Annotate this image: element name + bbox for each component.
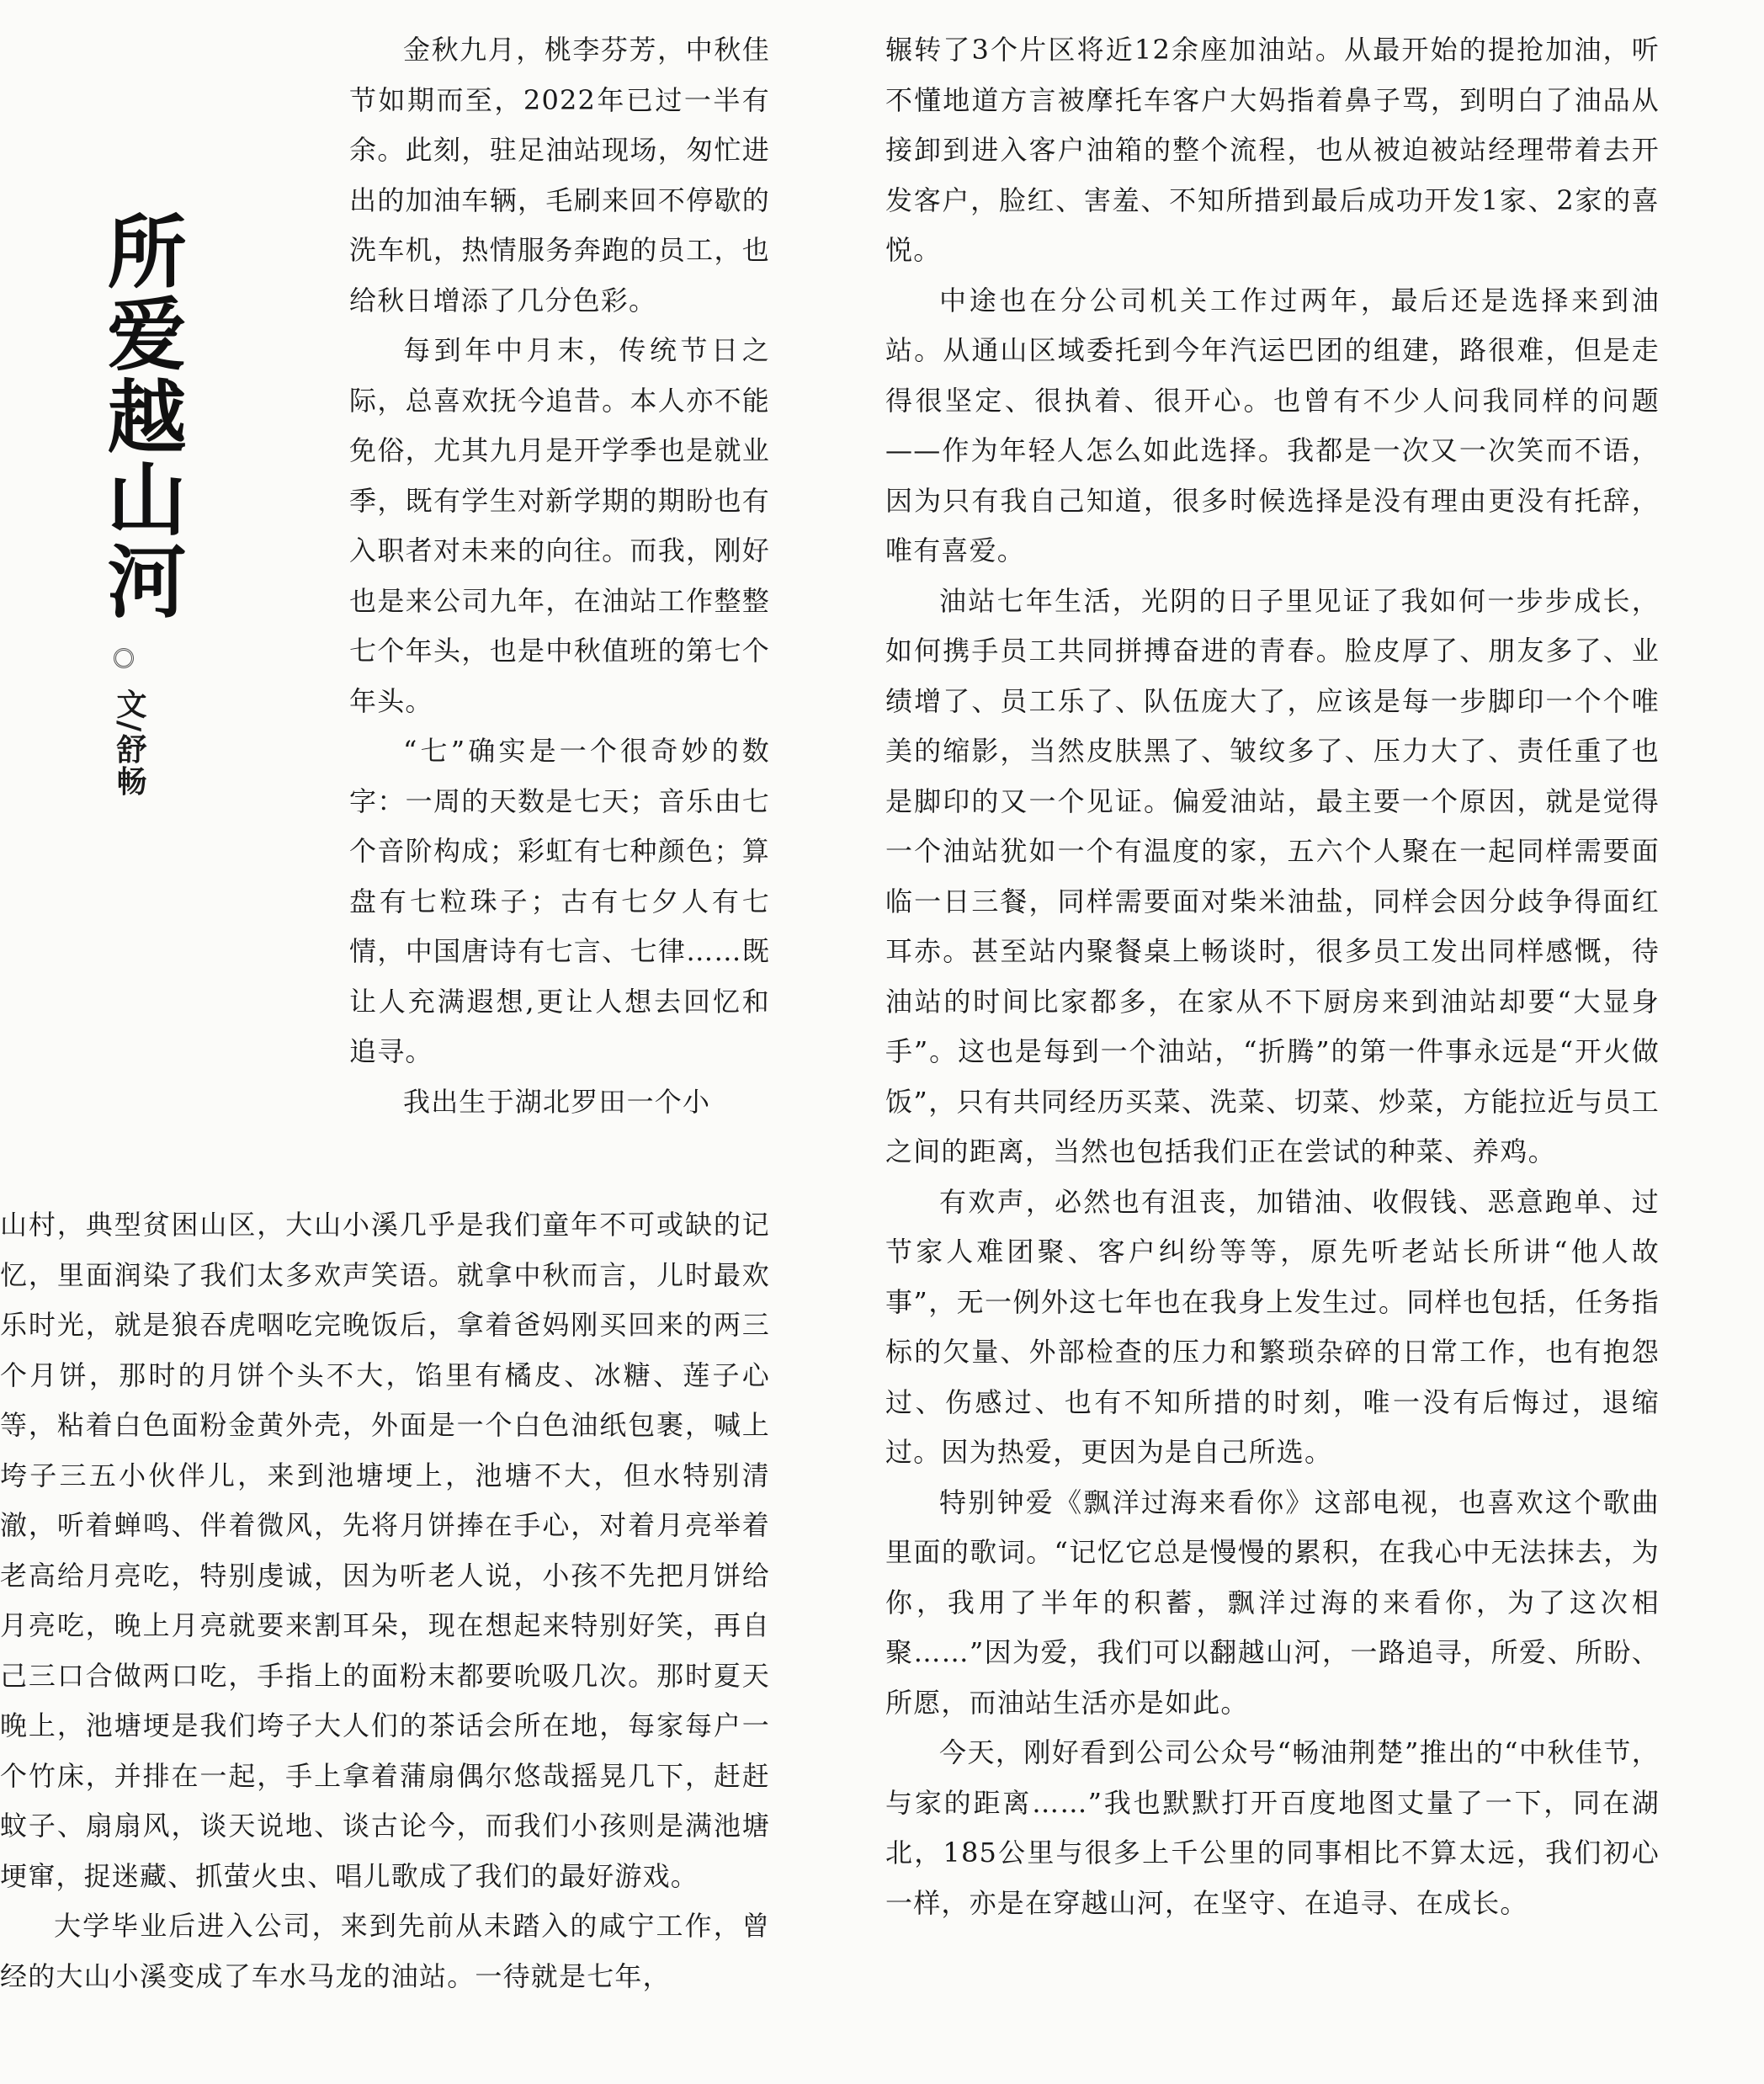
narrow-text-column	[349, 25, 770, 1127]
paragraph-continued: 山村，典型贫困山区，大山小溪几乎是我们童年不可或缺的记忆，里面润染了我们太多欢声笑语。就拿中秋而言，儿时最欢乐时光，就是狼吞虎咽吃完晚饭后，拿着爸妈刚买回来的两三个月饼，那时的月饼个头不大，馅里有橘皮、冰糖、莲子心等，粘着白色面粉金黄外壳，外面是一个白色油纸包裹，喊上垮子三五小伙伴儿，来到池塘埂上，池塘不大，但水特别清澈，听着蝉鸣、伴着微风，先将月饼捧在手心，对着月亮举着老高给月亮吃，特别虔诚，因为听老人说，小孩不先把月饼给月亮吃，晚上月亮就要来割耳朵，现在想起来特别好笑，再自己三口合做两口吃，手指上的面粉末都要吮吸几次。那时夏天晚上，池塘埂是我们垮子大人们的茶话会所在地，每家每户一个竹床，并排在一起，手上拿着蒲扇偶尔悠哉摇晃几下，赶赶蚊子、扇扇风，谈天说地、谈古论今，而我们小孩则是满池塘埂窜，捉迷藏、抓萤火虫、唱儿歌成了我们的最好游戏。	[0, 1209, 770, 1892]
left-text-column	[0, 1200, 770, 2002]
paragraph: 大学毕业后进入公司，来到先前从未踏入的咸宁工作，曾经的大山小溪变成了车水马龙的油站。一待就是七年，	[0, 1910, 770, 1992]
paragraph: 油站七年生活，光阴的日子里见证了我如何一步步成长，如何携手员工共同拼搏奋进的青春。脸皮厚了、朋友多了、业绩增了、员工乐了、队伍庞大了，应该是每一步脚印一个个唯美的缩影，当然皮肤黑了、皱纹多了、压力大了、责任重了也是脚印的又一个见证。偏爱油站，最主要一个原因，就是觉得一个油站犹如一个有温度的家，五六个人聚在一起同样需要面临一日三餐，同样需要面对柴米油盐，同样会因分歧争得面红耳赤。甚至站内聚餐桌上畅谈时，很多员工发出同样感慨，待油站的时间比家都多，在家从不下厨房来到油站却要“大显身手”。这也是每到一个油站，“折腾”的第一件事永远是“开火做饭”，只有共同经历买菜、洗菜、切菜、炒菜，方能拉近与员工之间的距离，当然也包括我们正在尝试的种菜、养鸡。	[885, 584, 1660, 1167]
paragraph: 今天，刚好看到公司公众号“畅油荆楚”推出的“中秋佳节，与家的距离……”我也默默打开百度地图丈量了一下，同在湖北，185公里与很多上千公里的同事相比不算太远，我们初心一样，亦是在穿越山河，在坚守、在追寻、在成长。	[885, 1736, 1660, 1919]
byline: 文/舒畅	[112, 688, 146, 798]
paragraph-continued: 辗转了3个片区将近12余座加油站。从最开始的提抢加油，听不懂地道方言被摩托车客户大妈指着鼻子骂，到明白了油品从接卸到进入客户油箱的整个流程，也从被迫被站经理带着去开发客户，脸红、害羞、不知所措到最后成功开发1家、2家的喜悦。	[885, 34, 1660, 266]
byline-circle-icon	[114, 648, 134, 668]
paragraph: 特别钟爱《飘洋过海来看你》这部电视，也喜欢这个歌曲里面的歌词。“记忆它总是慢慢的累积，在我心中无法抹去，为你，我用了半年的积蓄，飘洋过海的来看你，为了这次相聚……”因为爱，我们可以翻越山河，一路追寻，所爱、所盼、所愿，而油站生活亦是如此。	[885, 1486, 1660, 1719]
paragraph: 有欢声，必然也有沮丧，加错油、收假钱、恶意跑单、过节家人难团聚、客户纠纷等等，原先听老站长所讲“他人故事”，无一例外这七年也在我身上发生过。同样也包括，任务指标的欠量、外部检查的压力和繁琐杂碎的日常工作，也有抱怨过、伤感过、也有不知所措的时刻，唯一没有后悔过，退缩过。因为热爱，更因为是自己所选。	[885, 1185, 1660, 1468]
right-text-column	[885, 25, 1660, 1928]
paragraph: “七”确实是一个很奇妙的数字：一周的天数是七天；音乐由七个音阶构成；彩虹有七种颜色；算盘有七粒珠子；古有七夕人有七情，中国唐诗有七言、七律……既让人充满遐想,更让人想去回忆和追寻。	[349, 735, 770, 1067]
article-title: 所爱越山河	[93, 210, 186, 623]
paragraph: 中途也在分公司机关工作过两年，最后还是选择来到油站。从通山区域委托到今年汽运巴团的组建，路很难，但是走得很坚定、很执着、很开心。也曾有不少人问我同样的问题——作为年轻人怎么如此选择。我都是一次又一次笑而不语，因为只有我自己知道，很多时候选择是没有理由更没有托辞，唯有喜爱。	[885, 284, 1660, 566]
title-block	[93, 210, 185, 623]
paragraph: 金秋九月，桃李芬芳，中秋佳节如期而至，2022年已过一半有余。此刻，驻足油站现场，匆忙进出的加油车辆，毛刷来回不停歇的洗车机，热情服务奔跑的员工，也给秋日增添了几分色彩。	[349, 34, 770, 316]
paragraph: 每到年中月末，传统节日之际，总喜欢抚今追昔。本人亦不能免俗，尤其九月是开学季也是就业季，既有学生对新学期的期盼也有入职者对未来的向往。而我，刚好也是来公司九年，在油站工作整整七个年头，也是中秋值班的第七个年头。	[349, 334, 770, 717]
paragraph: 我出生于湖北罗田一个小	[403, 1085, 711, 1118]
